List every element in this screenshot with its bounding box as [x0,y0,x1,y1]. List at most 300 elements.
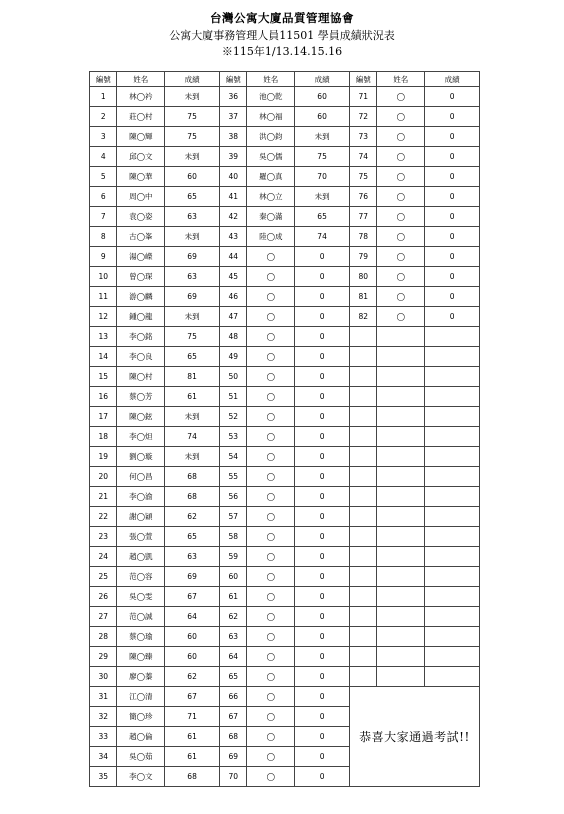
student-number: 38 [220,127,247,147]
student-score: 67 [165,587,220,607]
student-number: 44 [220,247,247,267]
student-score: 0 [295,527,350,547]
exam-dates: ※115年1/13.14.15.16 [221,45,343,58]
student-score: 68 [165,487,220,507]
student-name: 林◯福 [247,107,295,127]
empty-cell [425,427,480,447]
student-name: ◯ [247,467,295,487]
student-score: 0 [295,407,350,427]
empty-cell [350,527,377,547]
table-row [90,187,480,207]
student-score: 64 [165,607,220,627]
student-name: 謝◯穎 [117,507,165,527]
student-number: 1 [90,87,117,107]
student-number: 4 [90,147,117,167]
student-number: 17 [90,407,117,427]
empty-cell [350,367,377,387]
student-number: 8 [90,227,117,247]
student-name: 李◯炟 [117,427,165,447]
student-number: 55 [220,467,247,487]
header-number: 編號 [350,72,377,87]
empty-cell [425,507,480,527]
table-row [90,507,480,527]
student-name: 陳◯臻 [117,647,165,667]
association-title: 台灣公寓大廈品質管理協會 [210,11,354,25]
student-score: 0 [295,507,350,527]
empty-cell [350,327,377,347]
student-score: 63 [165,267,220,287]
empty-cell [350,447,377,467]
student-number: 15 [90,367,117,387]
student-number: 81 [350,287,377,307]
header-name: 姓名 [247,72,295,87]
student-number: 74 [350,147,377,167]
student-score: 60 [165,627,220,647]
empty-cell [377,647,425,667]
table-row [90,347,480,367]
student-score: 0 [295,387,350,407]
table-row [90,227,480,247]
student-name: 吳◯儒 [247,147,295,167]
student-number: 52 [220,407,247,427]
student-score: 0 [295,747,350,767]
student-number: 53 [220,427,247,447]
empty-cell [350,607,377,627]
student-score: 0 [425,287,480,307]
student-score: 65 [165,187,220,207]
student-name: ◯ [247,707,295,727]
student-number: 67 [220,707,247,727]
table-row [90,327,480,347]
student-score: 61 [165,747,220,767]
empty-cell [377,567,425,587]
student-number: 40 [220,167,247,187]
student-number: 29 [90,647,117,667]
student-name: 陳◯村 [117,367,165,387]
student-name: 李◯良 [117,347,165,367]
empty-cell [425,467,480,487]
table-row [90,407,480,427]
student-number: 47 [220,307,247,327]
empty-cell [350,427,377,447]
student-number: 32 [90,707,117,727]
student-number: 64 [220,647,247,667]
empty-cell [377,547,425,567]
student-name: 陳◯鉉 [117,407,165,427]
empty-cell [425,647,480,667]
student-name: 周◯中 [117,187,165,207]
student-name: 范◯容 [117,567,165,587]
student-name: 陳◯輝 [117,127,165,147]
student-number: 10 [90,267,117,287]
student-name: 李◯銘 [117,327,165,347]
student-score: 75 [165,107,220,127]
student-score: 65 [165,527,220,547]
empty-cell [425,407,480,427]
student-number: 39 [220,147,247,167]
student-score: 0 [295,767,350,787]
student-score: 0 [295,647,350,667]
student-name: ◯ [247,267,295,287]
student-number: 50 [220,367,247,387]
empty-cell [425,327,480,347]
student-number: 30 [90,667,117,687]
empty-cell [377,507,425,527]
student-score: 69 [165,247,220,267]
table-row [90,107,480,127]
student-number: 12 [90,307,117,327]
student-score: 未到 [165,307,220,327]
empty-cell [425,527,480,547]
student-score: 0 [425,127,480,147]
student-score: 0 [295,267,350,287]
student-name: 吳◯雯 [117,587,165,607]
student-number: 2 [90,107,117,127]
student-name: 游◯麟 [117,287,165,307]
student-name: 陸◯成 [247,227,295,247]
empty-cell [350,647,377,667]
empty-cell [377,427,425,447]
student-name: ◯ [247,647,295,667]
table-row [90,587,480,607]
student-name: 趙◯凱 [117,547,165,567]
empty-cell [350,547,377,567]
student-number: 16 [90,387,117,407]
empty-cell [425,447,480,467]
header-score: 成績 [425,72,480,87]
table-row [90,147,480,167]
student-score: 60 [165,167,220,187]
student-number: 68 [220,727,247,747]
student-score: 71 [165,707,220,727]
student-name: ◯ [377,107,425,127]
student-score: 68 [165,467,220,487]
student-name: ◯ [247,367,295,387]
student-name: 袁◯姿 [117,207,165,227]
student-name: ◯ [377,287,425,307]
student-score: 0 [295,707,350,727]
student-name: ◯ [247,347,295,367]
student-number: 18 [90,427,117,447]
student-number: 35 [90,767,117,787]
student-score: 0 [295,347,350,367]
student-number: 37 [220,107,247,127]
empty-cell [377,327,425,347]
student-name: ◯ [247,307,295,327]
student-score: 75 [295,147,350,167]
student-name: ◯ [247,687,295,707]
table-row [90,167,480,187]
student-name: ◯ [247,527,295,547]
empty-cell [425,367,480,387]
student-name: 邱◯文 [117,147,165,167]
empty-cell [425,627,480,647]
empty-cell [350,587,377,607]
student-name: ◯ [247,407,295,427]
student-number: 11 [90,287,117,307]
empty-cell [350,627,377,647]
student-score: 0 [295,487,350,507]
student-name: ◯ [377,247,425,267]
student-score: 63 [165,207,220,227]
student-name: 江◯清 [117,687,165,707]
student-score: 未到 [165,227,220,247]
student-number: 58 [220,527,247,547]
student-number: 80 [350,267,377,287]
empty-cell [425,667,480,687]
student-number: 78 [350,227,377,247]
student-score: 65 [295,207,350,227]
empty-cell [425,607,480,627]
student-number: 6 [90,187,117,207]
student-number: 19 [90,447,117,467]
student-name: ◯ [247,567,295,587]
student-score: 未到 [295,187,350,207]
student-score: 0 [295,367,350,387]
student-score: 0 [425,187,480,207]
student-score: 65 [165,347,220,367]
empty-cell [425,547,480,567]
empty-cell [377,587,425,607]
empty-cell [350,407,377,427]
student-number: 51 [220,387,247,407]
student-number: 49 [220,347,247,367]
student-score: 60 [295,87,350,107]
table-row [90,127,480,147]
student-score: 0 [425,107,480,127]
student-number: 77 [350,207,377,227]
student-number: 21 [90,487,117,507]
student-name: 曾◯琛 [117,267,165,287]
student-number: 61 [220,587,247,607]
student-number: 69 [220,747,247,767]
table-row [90,207,480,227]
student-score: 未到 [165,407,220,427]
student-number: 13 [90,327,117,347]
student-name: 何◯昌 [117,467,165,487]
student-name: 蔡◯芳 [117,387,165,407]
student-number: 82 [350,307,377,327]
student-score: 81 [165,367,220,387]
student-score: 0 [295,467,350,487]
student-score: 0 [295,247,350,267]
student-name: ◯ [377,187,425,207]
student-name: ◯ [247,507,295,527]
empty-cell [350,347,377,367]
table-row [90,667,480,687]
student-number: 22 [90,507,117,527]
table-row [90,247,480,267]
student-name: 莊◯村 [117,107,165,127]
table-row [90,267,480,287]
student-name: 簡◯珍 [117,707,165,727]
student-number: 7 [90,207,117,227]
header-row [90,72,480,87]
empty-cell [350,467,377,487]
student-name: ◯ [247,767,295,787]
student-name: ◯ [247,327,295,347]
empty-cell [377,447,425,467]
table-row [90,487,480,507]
student-number: 5 [90,167,117,187]
table-row [90,547,480,567]
student-number: 24 [90,547,117,567]
student-score: 0 [295,567,350,587]
student-number: 45 [220,267,247,287]
student-name: 洪◯鈞 [247,127,295,147]
student-score: 0 [295,287,350,307]
empty-cell [377,487,425,507]
student-number: 57 [220,507,247,527]
student-score: 0 [295,687,350,707]
table-row [90,647,480,667]
empty-cell [425,567,480,587]
student-name: 羅◯真 [247,167,295,187]
student-name: 鍾◯龍 [117,307,165,327]
header-number: 編號 [90,72,117,87]
student-score: 0 [425,227,480,247]
student-name: ◯ [377,167,425,187]
student-score: 未到 [165,147,220,167]
student-score: 74 [165,427,220,447]
student-number: 9 [90,247,117,267]
student-score: 69 [165,287,220,307]
report-subtitle: 公寓大廈事務管理人員11501 學員成績狀況表 [169,29,395,42]
student-score: 60 [165,647,220,667]
table-row [90,567,480,587]
student-number: 62 [220,607,247,627]
student-name: ◯ [247,547,295,567]
student-number: 73 [350,127,377,147]
table-row [90,607,480,627]
student-score: 63 [165,547,220,567]
student-score: 0 [295,447,350,467]
header-name: 姓名 [377,72,425,87]
empty-cell [350,667,377,687]
student-name: ◯ [247,487,295,507]
empty-cell [350,567,377,587]
student-name: 趙◯倫 [117,727,165,747]
student-number: 75 [350,167,377,187]
student-number: 54 [220,447,247,467]
student-score: 0 [425,247,480,267]
student-number: 48 [220,327,247,347]
table-row [90,467,480,487]
student-name: 古◯峯 [117,227,165,247]
empty-cell [377,667,425,687]
table-row [90,87,480,107]
empty-cell [377,407,425,427]
student-name: ◯ [377,207,425,227]
table-row [90,447,480,467]
student-score: 62 [165,667,220,687]
student-number: 63 [220,627,247,647]
student-score: 0 [295,307,350,327]
congratulations-message: 恭喜大家通過考試!! [350,687,480,787]
student-name: ◯ [247,727,295,747]
table-row [90,367,480,387]
empty-cell [377,467,425,487]
empty-cell [425,487,480,507]
header-score: 成績 [165,72,220,87]
student-score: 0 [425,167,480,187]
student-number: 60 [220,567,247,587]
table-row [90,527,480,547]
student-name: 李◯文 [117,767,165,787]
student-score: 67 [165,687,220,707]
student-score: 0 [425,307,480,327]
student-name: 林◯衿 [117,87,165,107]
student-score: 0 [295,627,350,647]
empty-cell [377,387,425,407]
student-name: ◯ [377,307,425,327]
student-name: ◯ [247,287,295,307]
student-number: 36 [220,87,247,107]
empty-cell [350,387,377,407]
student-name: ◯ [247,627,295,647]
empty-cell [425,587,480,607]
student-name: ◯ [377,87,425,107]
student-score: 61 [165,387,220,407]
student-name: 林◯立 [247,187,295,207]
student-number: 23 [90,527,117,547]
student-score: 69 [165,567,220,587]
student-number: 72 [350,107,377,127]
student-score: 0 [425,207,480,227]
student-name: ◯ [377,127,425,147]
student-score: 0 [295,547,350,567]
student-score: 62 [165,507,220,527]
student-name: 廖◯蓁 [117,667,165,687]
student-name: 范◯誠 [117,607,165,627]
table-row [90,687,480,707]
student-score: 61 [165,727,220,747]
student-name: 陳◯華 [117,167,165,187]
table-row [90,387,480,407]
student-number: 26 [90,587,117,607]
student-name: ◯ [247,667,295,687]
student-name: 秦◯滿 [247,207,295,227]
student-number: 25 [90,567,117,587]
student-number: 76 [350,187,377,207]
student-score: 70 [295,167,350,187]
student-name: ◯ [377,147,425,167]
student-name: 池◯乾 [247,87,295,107]
student-number: 43 [220,227,247,247]
empty-cell [350,487,377,507]
student-name: 劉◯璇 [117,447,165,467]
empty-cell [425,347,480,367]
student-name: 張◯萱 [117,527,165,547]
student-number: 59 [220,547,247,567]
student-number: 33 [90,727,117,747]
student-score: 未到 [165,447,220,467]
empty-cell [425,387,480,407]
student-number: 14 [90,347,117,367]
student-score: 未到 [295,127,350,147]
student-number: 56 [220,487,247,507]
student-score: 0 [425,87,480,107]
student-number: 46 [220,287,247,307]
table-row [90,627,480,647]
student-number: 20 [90,467,117,487]
header-score: 成績 [295,72,350,87]
student-name: ◯ [247,607,295,627]
table-row [90,427,480,447]
student-name: 吳◯茹 [117,747,165,767]
student-score: 74 [295,227,350,247]
empty-cell [377,367,425,387]
